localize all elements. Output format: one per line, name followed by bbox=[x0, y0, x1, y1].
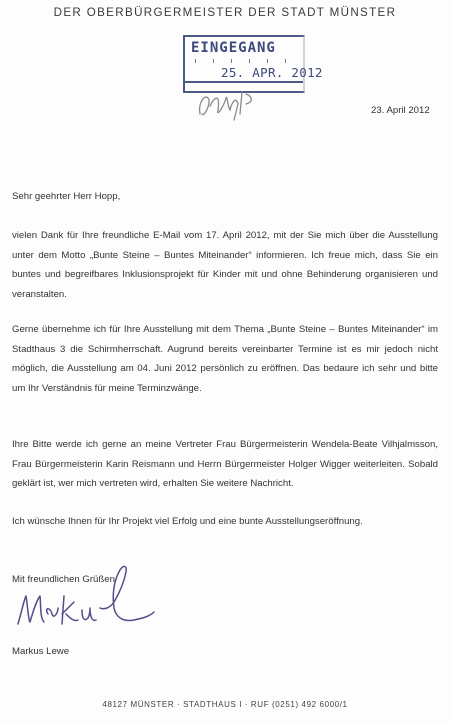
paragraph-thanks: vielen Dank für Ihre freundliche E-Mail vom 17. April 2012, mit der Sie mich über die Ausstellung unter dem Motto „Bunte Steine – Buntes Miteinander“ informieren. Ich freue mich, dass Sie ein buntes und begreifbares Inklusionsprojekt für Kinder mit und ohne Behinderung organisieren und veranstalten. bbox=[12, 230, 438, 300]
signer-name: Markus Lewe bbox=[12, 646, 70, 657]
closing-phrase: Mit freundlichen Grüßen bbox=[12, 574, 115, 585]
stamp-tick bbox=[249, 59, 250, 63]
stamp-title: EINGEGANG bbox=[191, 40, 276, 56]
stamp-tick bbox=[285, 59, 286, 63]
paragraph-patronage: Gerne übernehme ich für Ihre Ausstellung mit dem Thema „Bunte Steine – Buntes Miteinander“ im Stadthaus 3 die Schirmherrschaft. Augrund bereits vereinbarter Termine ist es mir jedoch nicht möglich, die Ausstellung am 04. Juni 2012 persönlich zu eröffnen. Das bedaure ich sehr und bitte um Ihr Verständnis für meine Terminzwänge. bbox=[12, 324, 438, 394]
stamp-tick bbox=[195, 59, 196, 63]
stamp-rule bbox=[185, 81, 303, 83]
stamp-tick bbox=[213, 59, 214, 63]
letterhead-title: DER OBERBÜRGERMEISTER DER STADT MÜNSTER bbox=[53, 6, 397, 19]
stamp-tick bbox=[231, 59, 232, 63]
handwritten-signature bbox=[14, 558, 164, 638]
salutation: Sehr geehrter Herr Hopp, bbox=[12, 191, 121, 202]
footer-address: 48127 MÜNSTER · STADTHAUS I · RUF (0251) 492 6000/1 bbox=[102, 700, 348, 709]
paragraph-wishes: Ich wünsche Ihnen für Ihr Projekt viel Erfolg und eine bunte Ausstellungseröffnung. bbox=[12, 516, 363, 527]
stamp-date: 25. APR. 2012 bbox=[221, 65, 323, 80]
stamp-tick bbox=[267, 59, 268, 63]
handwritten-initials bbox=[194, 84, 264, 124]
letter-date: 23. April 2012 bbox=[371, 105, 430, 116]
paragraph-representatives: Ihre Bitte werde ich gerne an meine Vertreter Frau Bürgermeisterin Wendela-Beate Vilhjalmsson, Frau Bürgermeisterin Karin Reismann und Herrn Bürgermeister Holger Wigger weiterleiten. Sobald geklärt ist, wer mich vertreten wird, erhalten Sie weitere Nachricht. bbox=[12, 439, 438, 489]
